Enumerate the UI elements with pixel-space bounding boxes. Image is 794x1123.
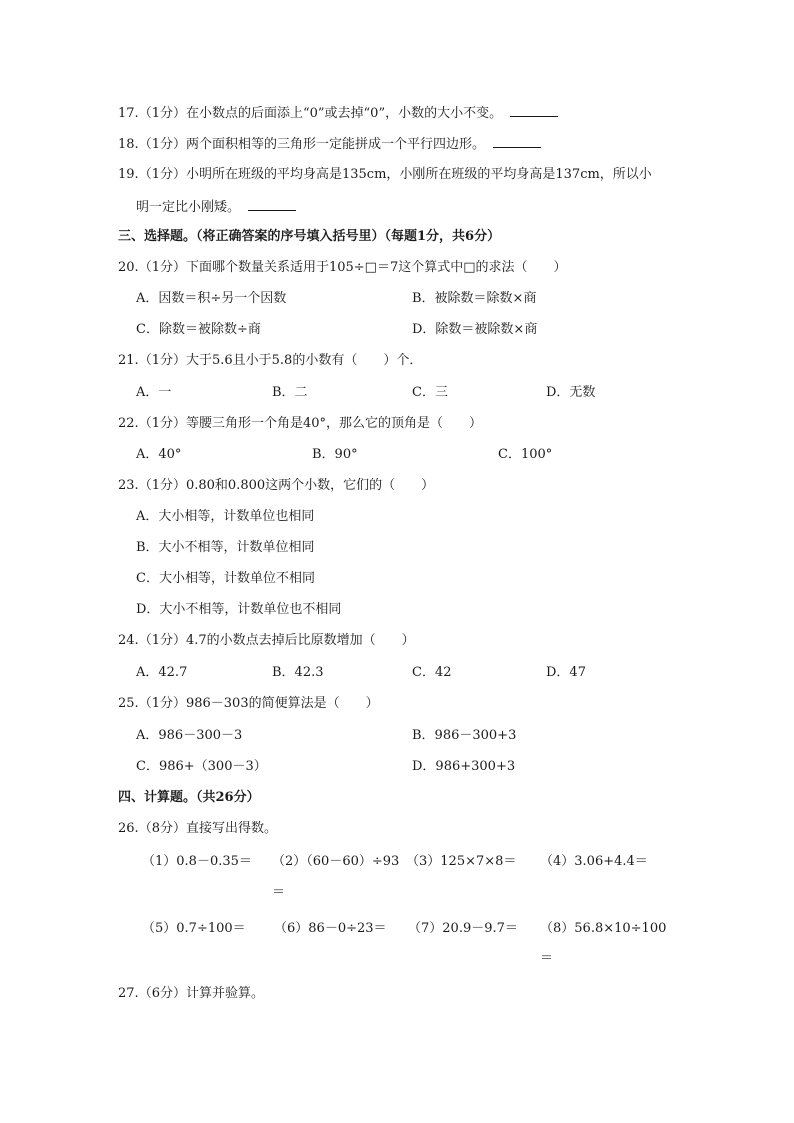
question-score: （1分） xyxy=(138,353,186,368)
option-d[interactable]: D．47 xyxy=(546,665,586,680)
question-score: （1分） xyxy=(138,478,186,493)
question-text: 大于5.6且小于5.8的小数有（ ）个． xyxy=(185,353,423,368)
option-d[interactable]: D．除数＝被除数×商 xyxy=(412,322,538,337)
option-a[interactable]: A．因数＝积÷另一个因数 xyxy=(136,291,287,306)
question-score: （1分） xyxy=(138,633,186,648)
option-c[interactable]: C．大小相等，计数单位不相同 xyxy=(136,571,315,586)
section-title-calc: 四、计算题。（共26分） xyxy=(118,790,260,805)
question-text-cont: 明一定比小刚矮。 xyxy=(136,200,241,215)
calc-item-6: （6）86－0÷23＝ xyxy=(274,921,387,936)
answer-blank[interactable] xyxy=(248,198,296,211)
calc-item-8-equals: ＝ xyxy=(540,951,554,966)
option-a[interactable]: A．42.7 xyxy=(136,665,188,680)
question-text: 等腰三角形一个角是40°，那么它的顶角是（ ） xyxy=(185,416,483,431)
calc-item-1: （1）0.8－0.35＝ xyxy=(142,854,252,869)
question-20 xyxy=(118,259,567,277)
question-text: 在小数点的后面添上“0”或去掉“0”，小数的大小不变。 xyxy=(185,106,503,121)
question-number: 17. xyxy=(118,106,139,121)
section-title-choice: 三、选择题。（将正确答案的序号填入括号里）（每题1分，共6分） xyxy=(118,229,501,244)
answer-blank[interactable] xyxy=(493,135,541,148)
question-score: （6分） xyxy=(138,986,186,1001)
question-text: 4.7的小数点去掉后比原数增加（ ） xyxy=(185,633,415,648)
question-number: 20. xyxy=(118,260,139,275)
question-score: （1分） xyxy=(138,137,186,152)
question-score: （1分） xyxy=(138,167,186,182)
question-text: 计算并验算。 xyxy=(185,986,264,1001)
question-score: （1分） xyxy=(138,416,186,431)
question-score: （8分） xyxy=(138,821,186,836)
question-number: 18. xyxy=(118,137,139,152)
question-24 xyxy=(118,632,415,650)
question-text: 986－303的简便算法是（ ） xyxy=(185,696,379,711)
question-text: 下面哪个数量关系适用于105÷□＝7这个算式中□的求法（ ） xyxy=(185,260,567,275)
calc-item-8: （8）56.8×10÷100 xyxy=(540,921,667,936)
question-17 xyxy=(118,104,558,123)
question-22 xyxy=(118,415,482,433)
option-c[interactable]: C．42 xyxy=(412,665,452,680)
option-c[interactable]: C．986+（300－3） xyxy=(136,759,267,774)
calc-item-7: （7）20.9－9.7＝ xyxy=(408,921,518,936)
question-number: 25. xyxy=(118,696,139,711)
option-a[interactable]: A．986－300－3 xyxy=(136,728,243,743)
option-b[interactable]: B．986－300+3 xyxy=(412,728,517,743)
question-26 xyxy=(118,820,277,838)
option-b[interactable]: B．42.3 xyxy=(272,665,324,680)
option-b[interactable]: B．被除数＝除数×商 xyxy=(412,291,537,306)
option-a[interactable]: A．大小相等，计数单位也相同 xyxy=(136,509,315,524)
question-23 xyxy=(118,477,434,495)
option-d[interactable]: D．986+300+3 xyxy=(412,759,516,774)
question-number: 22. xyxy=(118,416,139,431)
calc-item-2-equals: ＝ xyxy=(272,885,286,900)
question-score: （1分） xyxy=(138,106,186,121)
question-number: 23. xyxy=(118,478,139,493)
question-27 xyxy=(118,985,264,1003)
question-number: 19. xyxy=(118,167,139,182)
question-score: （1分） xyxy=(138,260,186,275)
question-number: 21. xyxy=(118,353,139,368)
calc-item-2: （2）（60－60）÷93 xyxy=(272,854,400,869)
option-c[interactable]: C．除数＝被除数÷商 xyxy=(136,322,261,337)
question-number: 24. xyxy=(118,633,139,648)
question-18 xyxy=(118,135,541,154)
option-d[interactable]: D．无数 xyxy=(546,385,596,400)
option-a[interactable]: A．40° xyxy=(136,447,182,462)
question-19 xyxy=(118,166,652,184)
question-19-continued xyxy=(136,198,296,217)
question-text: 0.80和0.800这两个小数，它们的（ ） xyxy=(185,478,435,493)
question-score: （1分） xyxy=(138,696,186,711)
option-b[interactable]: B．二 xyxy=(272,385,308,400)
answer-blank[interactable] xyxy=(510,104,558,117)
question-text: 直接写出得数。 xyxy=(185,821,277,836)
question-21 xyxy=(118,352,422,370)
calc-item-4: （4）3.06+4.4＝ xyxy=(540,854,648,869)
question-text: 两个面积相等的三角形一定能拼成一个平行四边形。 xyxy=(185,137,485,152)
calc-item-5: （5）0.7÷100＝ xyxy=(142,921,246,936)
option-d[interactable]: D．大小不相等，计数单位也不相同 xyxy=(136,602,342,617)
option-c[interactable]: C．三 xyxy=(412,385,448,400)
question-text: 小明所在班级的平均身高是135cm，小刚所在班级的平均身高是137cm，所以小 xyxy=(185,167,652,182)
option-a[interactable]: A．一 xyxy=(136,385,172,400)
question-number: 27. xyxy=(118,986,139,1001)
option-b[interactable]: B．90° xyxy=(312,447,358,462)
question-number: 26. xyxy=(118,821,139,836)
question-25 xyxy=(118,695,379,713)
calc-item-3: （3）125×7×8＝ xyxy=(406,854,517,869)
option-c[interactable]: C．100° xyxy=(498,447,553,462)
option-b[interactable]: B．大小不相等，计数单位相同 xyxy=(136,540,315,555)
